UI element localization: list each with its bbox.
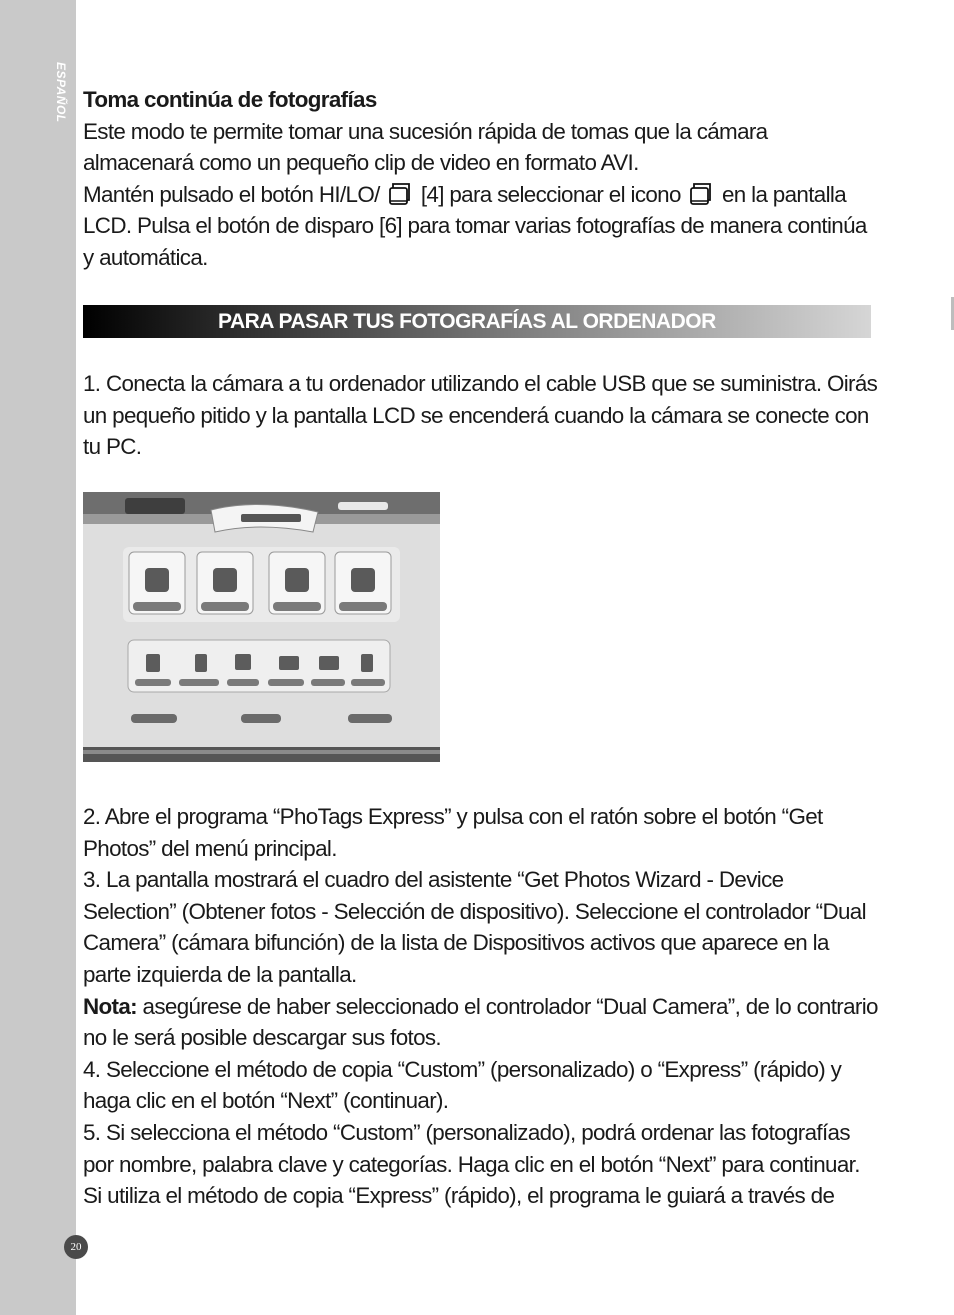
instruction-part-b: [4] para seleccionar el icono	[420, 181, 681, 207]
intro-paragraph: Este modo te permite tomar una sucesión rápida de tomas que la cámara almacenará como un pequeño clip de video en formato AVI.	[83, 118, 768, 176]
step-5: 5. Si selecciona el método “Custom” (personalizado), podrá ordenar las fotografías por nombre, palabra clave y categorías. Haga clic en el botón “Next” para continuar. Si utiliza el método de copia “Express” (rápido), el programa le guiará a través de	[83, 1119, 860, 1209]
instruction-part-a: Mantén pulsado el botón HI/LO/	[83, 181, 380, 207]
section-header-bar: PARA PASAR TUS FOTOGRAFÍAS AL ORDENADOR	[83, 305, 871, 338]
step-2: 2. Abre el programa “PhoTags Express” y pulsa con el ratón sobre el botón “Get Photos” del menú principal.	[83, 804, 823, 861]
step-1: 1. Conecta la cámara a tu ordenador utilizando el cable USB que se suministra. Oirás un pequeño pitido y la pantalla LCD se encenderá cuando la cámara se conecte con tu PC.	[83, 371, 878, 460]
note-paragraph	[83, 991, 878, 1054]
section-continuous-shooting	[83, 84, 878, 274]
burst-mode-icon	[688, 180, 714, 206]
note-label: Nota:	[83, 993, 137, 1019]
step1-block	[83, 368, 878, 463]
page-number-badge: 20	[64, 1235, 88, 1259]
section-title: Toma continúa de fotografías	[83, 87, 377, 112]
instruction-part-c: en la pantalla LCD. Pulsa el botón de disparo [6] para tomar varias fotografías de manera continúa y automática.	[83, 181, 867, 270]
step-3: 3. La pantalla mostrará el cuadro del asistente “Get Photos Wizard - Device Selection” (Obtener fotos - Selección de dispositivo). Seleccione el controlador “Dual Camera” (cámara bifunción) de la lista de Dispositivos activos que aparece en la parte izquierda de la pantalla.	[83, 867, 866, 987]
language-label: ESPAÑOL	[54, 62, 68, 123]
software-screenshot	[83, 492, 440, 762]
side-strip	[0, 0, 76, 1315]
screenshot-illustration	[83, 492, 440, 762]
step-4: 4. Seleccione el método de copia “Custom” (personalizado) o “Express” (rápido) y haga clic en el botón “Next” (continuar).	[83, 1056, 842, 1114]
steps-block	[83, 801, 878, 1212]
instruction-paragraph	[83, 179, 878, 274]
note-text: asegúrese de haber seleccionado el controlador “Dual Camera”, de lo contrario no le será posible descargar sus fotos.	[83, 993, 878, 1051]
burst-mode-icon	[387, 180, 413, 206]
